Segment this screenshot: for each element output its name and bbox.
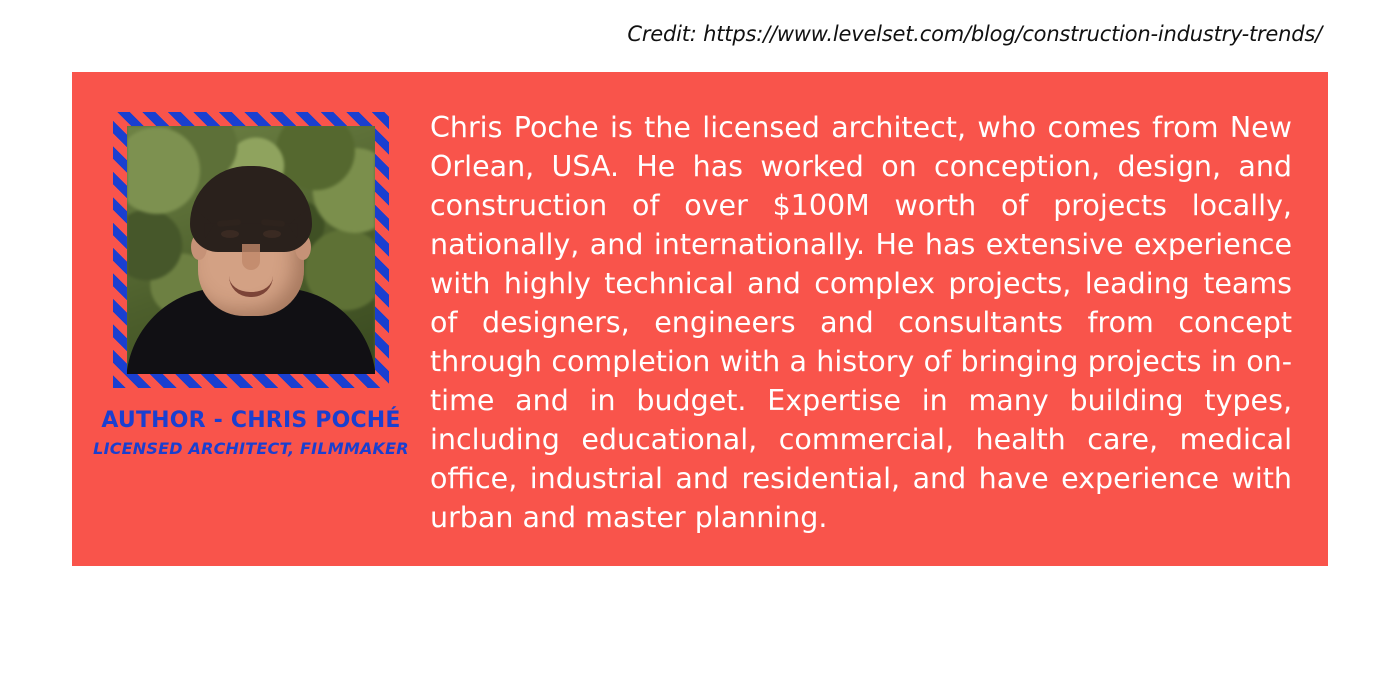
author-bio-paragraph: Chris Poche is the licensed architect, who comes from New Orlean, USA. He has worked on conception, design, and construction of over $100M worth of projects locally, nationally, and internationally. He has extensive experience with highly technical and complex projects, leading teams of designers, engineers and consultants from concept through completion with a history of bringing projects in on-time and in budget. Expertise in many building types, including educational, commercial, health care, medical office, industrial and residential, and have experience with urban and master planning. xyxy=(430,111,1292,534)
credit-source-text: Credit: https://www.levelset.com/blog/construction-industry-trends/ xyxy=(627,22,1322,46)
author-role-label: LICENSED ARCHITECT, FILMMAKER xyxy=(93,439,409,458)
author-column xyxy=(72,72,430,458)
author-name-label: AUTHOR - CHRIS POCHÉ xyxy=(101,408,401,433)
author-portrait-image xyxy=(127,126,375,374)
photo-eye-left xyxy=(221,230,239,238)
author-bio-card xyxy=(72,72,1328,566)
photo-eye-right xyxy=(263,230,281,238)
bio-column xyxy=(430,72,1328,567)
photo-nose xyxy=(242,244,260,270)
author-photo-frame xyxy=(113,112,389,388)
